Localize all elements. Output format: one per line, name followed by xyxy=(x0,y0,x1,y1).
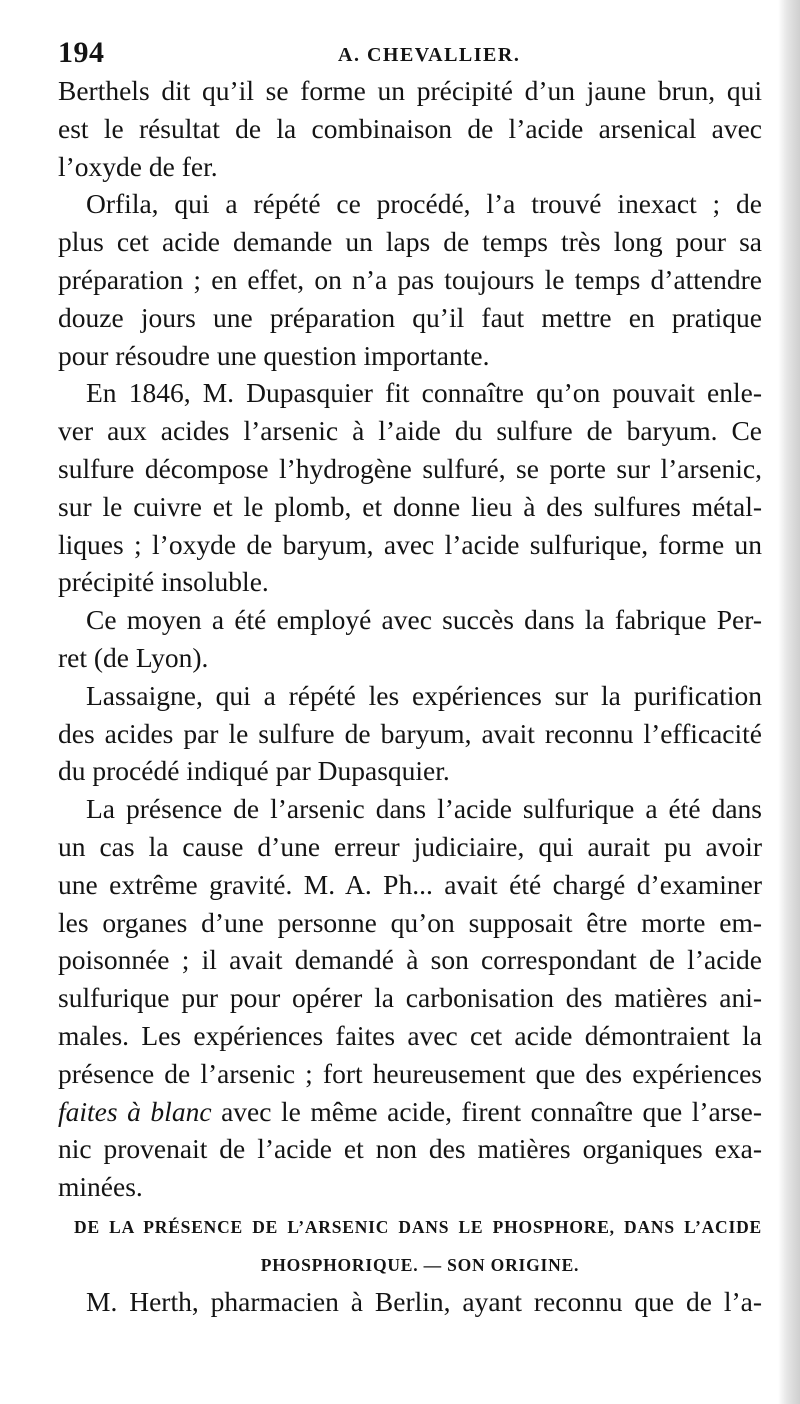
text-line: M. Herth, pharmacien à Berlin, ayant reconnu que de l’a- xyxy=(86,1286,762,1317)
section-heading xyxy=(58,1208,762,1284)
body-text xyxy=(58,72,762,1206)
text-line: Berthels dit qu’il se forme un précipité d’un jaune brun, qui xyxy=(58,75,762,106)
text-line: des acides par le sulfure de baryum, avait reconnu l’efficacité xyxy=(58,717,762,749)
section-heading-line-1: DE LA PRÉSENCE DE L’ARSENIC DANS LE PHOSPHORE, DANS L’ACIDE xyxy=(74,1217,762,1237)
text-line: poisonnée ; il avait demandé à son correspondant de l’acide xyxy=(58,944,762,976)
page-number: 194 xyxy=(58,36,105,69)
text-line: sulfurique pur pour opérer la carbonisation des matières ani- xyxy=(58,982,762,1014)
text-line: préparation ; en effet, on n’a pas toujours le temps d’attendre xyxy=(58,263,762,295)
text-line: ver aux acides l’arsenic à l’aide du sulfure de baryum. Ce xyxy=(58,415,762,447)
text-line: un cas la cause d’une erreur judiciaire, qui aurait pu avoir xyxy=(58,830,762,862)
text-line: pour résoudre une question importante. xyxy=(58,339,490,371)
text-line: Lassaigne, qui a répété les expériences sur la purification xyxy=(86,679,762,711)
bleed-through-area xyxy=(40,1326,780,1386)
text-line: du procédé indiqué par Dupasquier. xyxy=(58,755,450,787)
text-line: minées. xyxy=(58,1171,143,1203)
text-line: Ce moyen a été employé avec succès dans la fabrique Per- xyxy=(86,604,762,636)
body-text-continuation xyxy=(58,1283,762,1321)
text-line: est le résultat de la combinaison de l’acide arsenical avec xyxy=(58,112,762,144)
text-line: précipité insoluble. xyxy=(58,566,269,598)
text-line: sulfure décompose l’hydrogène sulfuré, se porte sur l’arsenic, xyxy=(58,452,762,484)
text-line: Orfila, qui a répété ce procédé, l’a trouvé inexact ; de xyxy=(86,188,762,220)
page-header xyxy=(58,36,758,76)
text-line: nic provenait de l’acide et non des matières organiques exa- xyxy=(58,1133,762,1165)
text-line: La présence de l’arsenic dans l’acide sulfurique a été dans xyxy=(86,793,762,825)
italic-phrase: faites à blanc xyxy=(58,1095,212,1127)
text-line xyxy=(58,1093,762,1131)
text-line: sur le cuivre et le plomb, et donne lieu à des sulfures métal- xyxy=(58,490,762,522)
text-line: les organes d’une personne qu’on supposait être morte em- xyxy=(58,906,762,938)
text-line-rest: avec le même acide, firent connaître que l’arse- xyxy=(211,1095,762,1127)
text-line: plus cet acide demande un laps de temps très long pour sa xyxy=(58,226,762,258)
text-line: une extrême gravité. M. A. Ph... avait été chargé d’examiner xyxy=(58,868,762,900)
running-head: A. CHEVALLIER. xyxy=(338,44,521,66)
text-line: En 1846, M. Dupasquier fit connaître qu’on pouvait enle- xyxy=(86,377,762,409)
section-heading-line-2: PHOSPHORIQUE. — SON ORIGINE. xyxy=(260,1255,580,1275)
page-edge-shadow xyxy=(778,0,800,1404)
text-line: males. Les expériences faites avec cet acide démontraient la xyxy=(58,1019,762,1051)
text-line: l’oxyde de fer. xyxy=(58,150,218,182)
text-line: présence de l’arsenic ; fort heureusement que des expériences xyxy=(58,1057,762,1089)
text-line: douze jours une préparation qu’il faut mettre en pratique xyxy=(58,301,762,333)
text-line: liques ; l’oxyde de baryum, avec l’acide sulfurique, forme un xyxy=(58,528,762,560)
text-line: ret (de Lyon). xyxy=(58,641,209,673)
